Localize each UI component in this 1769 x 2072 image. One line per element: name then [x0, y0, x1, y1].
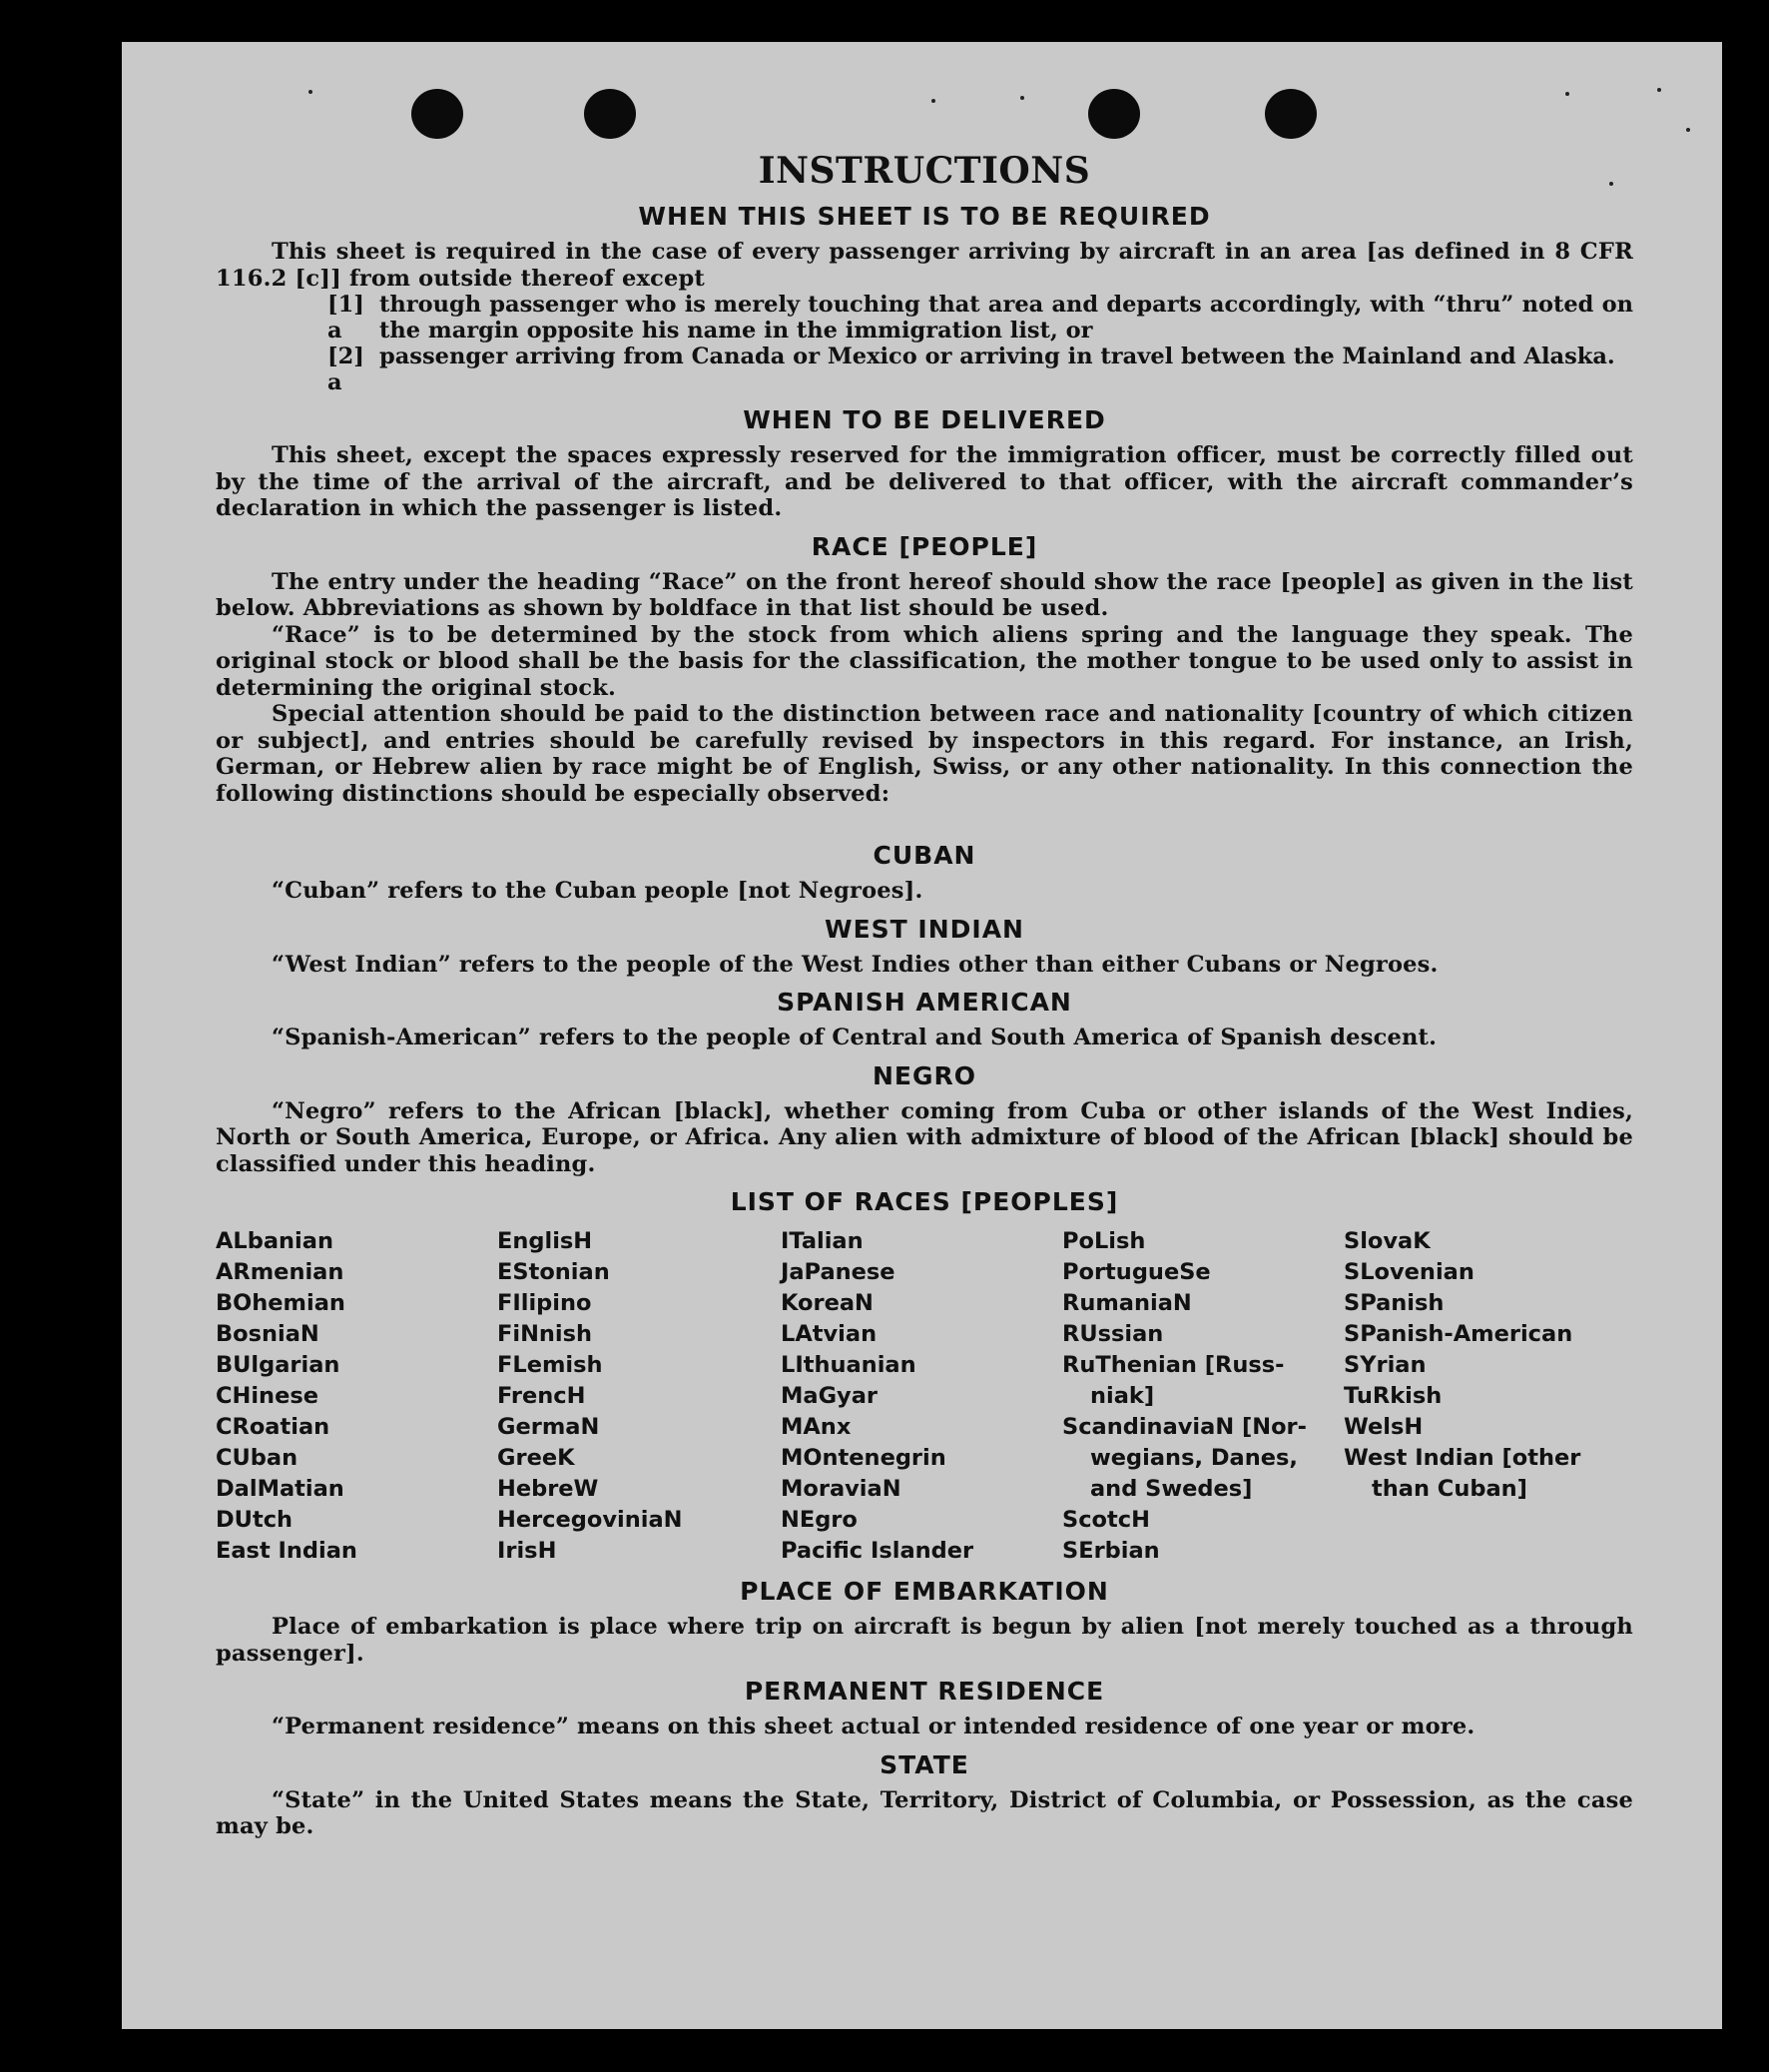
race-entry: BOhemian	[216, 1290, 345, 1316]
race-entry: East Indian	[216, 1538, 357, 1564]
item-text: passenger arriving from Canada or Mexico or arriving in travel between the Mainland and Alaska.	[379, 344, 1615, 369]
race-entry: HercegoviniaN	[497, 1507, 683, 1533]
race-entry: CHinese	[216, 1383, 318, 1409]
negro-text: “Negro” refers to the African [black], whether coming from Cuba or other islands of the West Indies, North or South America, Europe, or Africa. Any alien with admixture of blood of the African [black] should be classified under this heading.	[216, 1097, 1633, 1177]
race-entry: FiNnish	[497, 1321, 593, 1347]
speck	[1657, 88, 1661, 92]
race-entry: MOntenegrin	[781, 1445, 946, 1471]
section-heading-permanent-residence: PERMANENT RESIDENCE	[744, 1677, 1105, 1706]
race-paragraph-3: Special attention should be paid to the distinction between race and nationality [country of which citizen or subject], and entries should be carefully revised by inspectors in this regard. For instance, an Irish, German, or Hebrew alien by race might be of English, Swiss, or any other nationality. In this connection the following distinctions should be especially observed:	[216, 701, 1633, 807]
race-entry: DalMatian	[216, 1476, 344, 1502]
race-entry: SErbian	[1062, 1538, 1160, 1564]
section-heading-delivered: WHEN TO BE DELIVERED	[743, 405, 1106, 434]
race-entry: DUtch	[216, 1507, 294, 1533]
race-entry: MaGyar	[781, 1383, 878, 1409]
race-entry: SYrian	[1344, 1352, 1427, 1378]
punch-hole	[1265, 89, 1317, 139]
west-indian-text: “West Indian” refers to the people of the West Indies other than either Cubans or Negroes.	[272, 951, 1439, 978]
speck	[308, 90, 312, 94]
races-column-3	[781, 1226, 1062, 1567]
race-entry: CUban	[216, 1445, 298, 1471]
race-entry: HebreW	[497, 1476, 599, 1502]
race-entry: SlovaK	[1344, 1228, 1431, 1254]
race-entry: BosniaN	[216, 1321, 319, 1347]
race-entry: PortugueSe	[1062, 1259, 1211, 1285]
section-heading-race: RACE [PEOPLE]	[811, 531, 1038, 561]
race-entry-continued: than Cuban]	[1372, 1476, 1527, 1502]
race-entry: Pacific Islander	[781, 1538, 974, 1564]
spanish-american-text: “Spanish-American” refers to the people of Central and South America of Spanish descent.	[272, 1025, 1438, 1050]
delivered-text: This sheet, except the spaces expressly reserved for the immigration officer, must be correctly filled out by the time of the arrival of the aircraft, and be delivered to that officer, with the aircraft commander’s declaration in which the passenger is listed.	[216, 442, 1633, 521]
race-entry: JaPanese	[781, 1259, 895, 1285]
section-heading-embarkation: PLACE OF EMBARKATION	[740, 1577, 1109, 1606]
race-paragraph-2: “Race” is to be determined by the stock from which aliens spring and the language they speak. The original stock or blood shall be the basis for the classification, the mother tongue to be used only to assist in determining the original stock.	[216, 621, 1633, 701]
punch-hole	[411, 89, 463, 139]
race-entry: ScandinaviaN [Nor-	[1062, 1414, 1307, 1440]
race-entry: MoraviaN	[781, 1476, 901, 1502]
race-entry: SPanish-American	[1344, 1321, 1573, 1347]
instructions-content	[216, 150, 1633, 1840]
section-heading-races-list: LIST OF RACES [PEOPLES]	[730, 1187, 1119, 1216]
race-entry: TuRkish	[1344, 1383, 1443, 1409]
race-entry: EnglisH	[497, 1228, 593, 1254]
item-number: [2] a	[327, 344, 364, 395]
race-entry: LIthuanian	[781, 1352, 916, 1378]
race-entry: LAtvian	[781, 1321, 878, 1347]
document-page	[122, 42, 1722, 2029]
race-entry: WelsH	[1344, 1414, 1424, 1440]
race-entry: MAnx	[781, 1414, 852, 1440]
section-heading-west-indian: WEST INDIAN	[825, 914, 1024, 944]
speck	[1686, 128, 1690, 132]
race-entry: RUssian	[1062, 1321, 1164, 1347]
race-paragraph-1: The entry under the heading “Race” on the front hereof should show the race [people] as given in the list below. Abbreviations as shown by boldface in that list should be used.	[216, 568, 1633, 621]
punch-hole	[1088, 89, 1140, 139]
punch-hole	[584, 89, 636, 139]
speck	[931, 99, 935, 103]
race-entry: GermaN	[497, 1414, 600, 1440]
section-heading-negro: NEGRO	[872, 1060, 977, 1090]
race-entry: IrisH	[497, 1538, 557, 1564]
list-item	[327, 344, 1633, 395]
speck	[1020, 96, 1024, 100]
races-column-2	[497, 1226, 781, 1567]
page-title: INSTRUCTIONS	[758, 150, 1091, 192]
cuban-text: “Cuban” refers to the Cuban people [not Negroes].	[272, 878, 923, 904]
section-heading-cuban: CUBAN	[873, 841, 976, 870]
list-item	[327, 292, 1633, 344]
race-entry-continued: and Swedes]	[1090, 1476, 1253, 1502]
races-list	[216, 1226, 1633, 1567]
races-column-5	[1344, 1226, 1633, 1567]
item-text: through passenger who is merely touching that area and departs accordingly, with “thru” noted on the margin opposite his name in the immigration list, or	[379, 292, 1633, 344]
race-entry: ScotcH	[1062, 1507, 1150, 1533]
race-entry: EStonian	[497, 1259, 610, 1285]
races-column-4	[1062, 1226, 1344, 1567]
race-entry: RumaniaN	[1062, 1290, 1192, 1316]
race-entry: FIlipino	[497, 1290, 592, 1316]
race-entry: FrencH	[497, 1383, 586, 1409]
race-entry: GreeK	[497, 1445, 575, 1471]
section-heading-required: WHEN THIS SHEET IS TO BE REQUIRED	[638, 202, 1211, 231]
race-entry: PoLish	[1062, 1228, 1146, 1254]
speck	[1565, 92, 1569, 96]
state-text: “State” in the United States means the State, Territory, District of Columbia, or Possession, as the case may be.	[216, 1786, 1633, 1839]
item-number: [1] a	[327, 292, 364, 344]
embarkation-text: Place of embarkation is place where trip on aircraft is begun by alien [not merely touched as a through passenger].	[216, 1614, 1633, 1667]
race-entry: BUlgarian	[216, 1352, 340, 1378]
section-heading-state: STATE	[880, 1749, 969, 1779]
race-entry: KoreaN	[781, 1290, 874, 1316]
required-intro: This sheet is required in the case of every passenger arriving by aircraft in an area [as defined in 8 CFR 116.2 [c]] from outside thereof except	[216, 239, 1633, 292]
race-entry: RuThenian [Russ-	[1062, 1352, 1285, 1378]
races-column-1	[216, 1226, 497, 1567]
race-entry: NEgro	[781, 1507, 858, 1533]
race-entry: FLemish	[497, 1352, 603, 1378]
race-entry: SPanish	[1344, 1290, 1445, 1316]
race-entry: ALbanian	[216, 1228, 333, 1254]
race-entry: CRoatian	[216, 1414, 330, 1440]
race-entry: ITalian	[781, 1228, 864, 1254]
race-entry-continued: wegians, Danes,	[1090, 1445, 1298, 1471]
race-entry: SLovenian	[1344, 1259, 1474, 1285]
race-entry: West Indian [other	[1344, 1445, 1581, 1471]
permanent-residence-text: “Permanent residence” means on this sheet actual or intended residence of one year or more.	[272, 1714, 1475, 1739]
section-heading-spanish-american: SPANISH AMERICAN	[777, 988, 1072, 1017]
race-entry: ARmenian	[216, 1259, 344, 1285]
race-entry-continued: niak]	[1090, 1383, 1155, 1409]
